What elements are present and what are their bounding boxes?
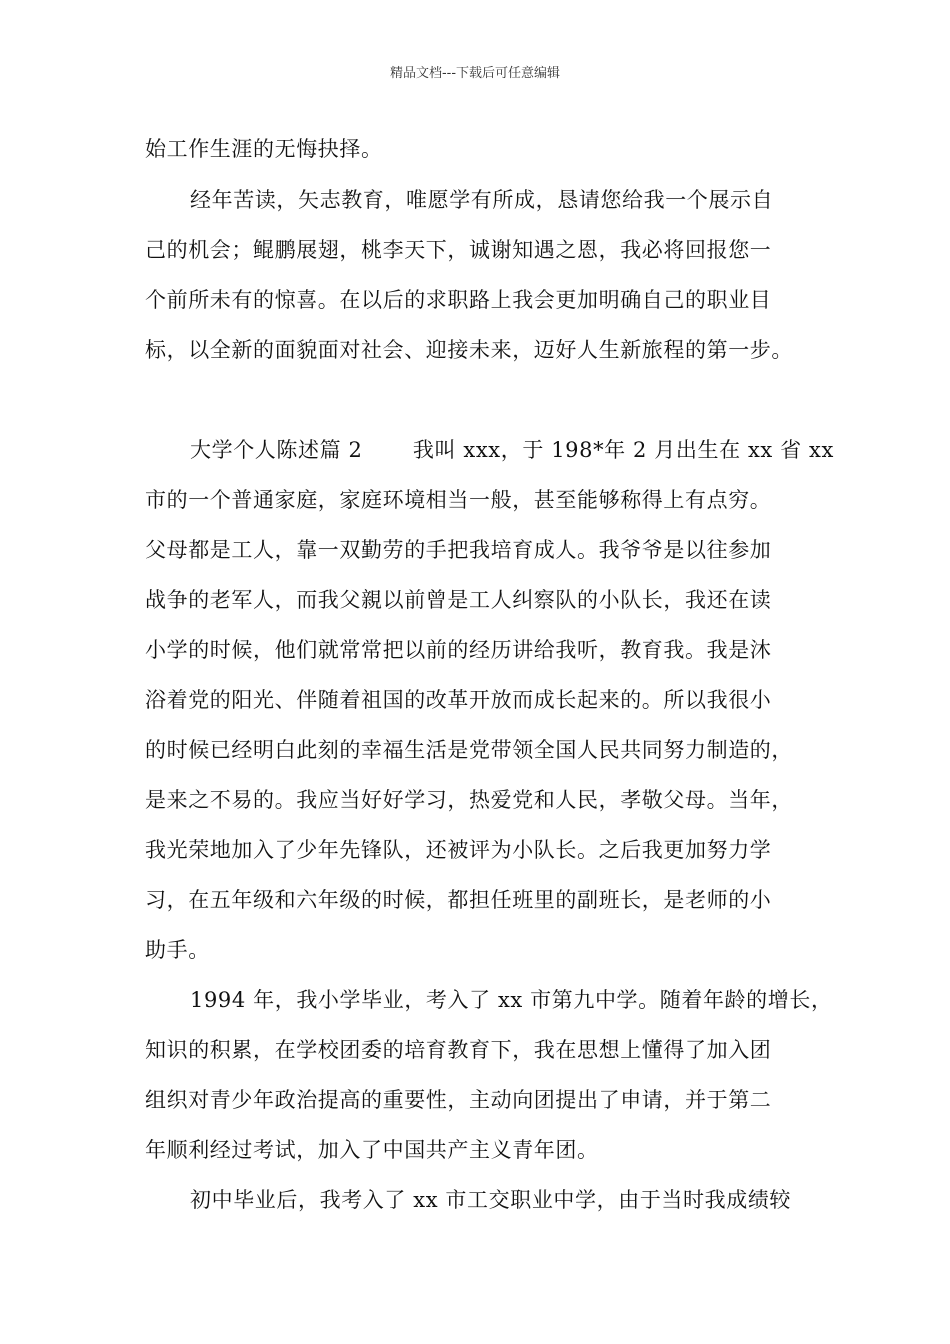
text-line: 助手。 [145,938,210,962]
text-line: 知识的积累，在学校团委的培育教育下，我在思想上懂得了加入团 [145,1038,772,1062]
section-heading-line: 大学个人陈述篇 2 我叫 xxx，于 198*年 2 月出生在 xx 省 xx [190,438,834,462]
text-line: 浴着党的阳光、伴随着祖国的改革开放而成长起来的。所以我很小 [145,688,772,712]
text-line: 市的一个普通家庭，家庭环境相当一般，甚至能够称得上有点穷。 [145,488,772,512]
text-line: 标，以全新的面貌面对社会、迎接未来，迈好人生新旅程的第一步。 [145,338,793,362]
text-line: 经年苦读，矢志教育，唯愿学有所成，恳请您给我一个展示自 [190,188,774,212]
text-line: 个前所未有的惊喜。在以后的求职路上我会更加明确自己的职业目 [145,288,772,312]
text-line: 组织对青少年政治提高的重要性，主动向团提出了申请，并于第二 [145,1088,772,1112]
text-line: 年顺利经过考试，加入了中国共产主义青年团。 [145,1138,599,1162]
text-line: 初中毕业后，我考入了 xx 市工交职业中学，由于当时我成绩较 [190,1188,792,1212]
text-line: 己的机会；鲲鹏展翅，桃李天下，诚谢知遇之恩，我必将回报您一 [145,238,772,262]
text-line: 小学的时候，他们就常常把以前的经历讲给我听，教育我。我是沐 [145,638,772,662]
page-header: 精品文档---下载后可任意编辑 [389,66,561,81]
text-line: 父母都是工人，靠一双勤劳的手把我培育成人。我爷爷是以往参加 [145,538,772,562]
text-line: 1994 年，我小学毕业，考入了 xx 市第九中学。随着年龄的增长， [190,988,833,1012]
text-line: 习，在五年级和六年级的时候，都担任班里的副班长，是老师的小 [145,888,772,912]
text-line: 的时候已经明白此刻的幸福生活是党带领全国人民共同努力制造的， [145,738,793,762]
text-line: 战争的老军人，而我父親以前曾是工人纠察队的小队长，我还在读 [145,588,772,612]
text-line: 始工作生涯的无悔抉择。 [145,137,383,161]
text-line: 我光荣地加入了少年先锋队，还被评为小队长。之后我更加努力学 [145,838,772,862]
text-line: 是来之不易的。我应当好好学习，热爱党和人民，孝敬父母。当年， [145,788,793,812]
